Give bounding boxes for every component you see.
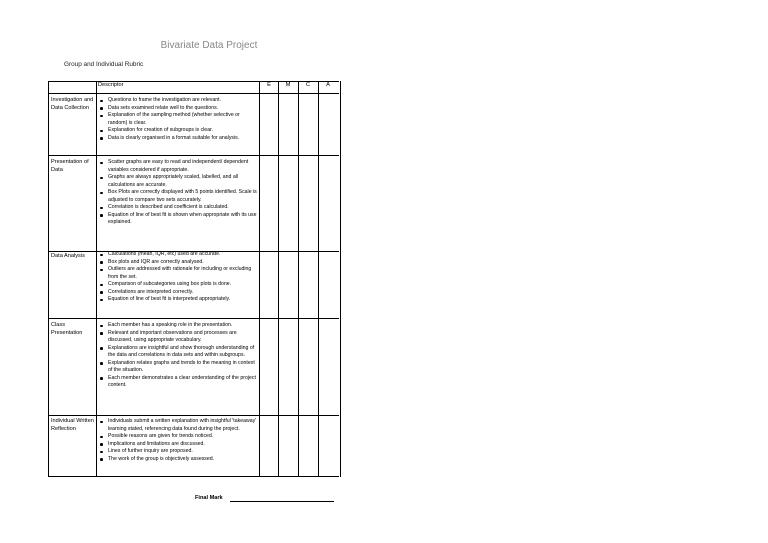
criterion-label: Class Presentation (51, 322, 83, 336)
descriptor-item: Implications and limitations are discussed. (99, 441, 257, 449)
descriptor-item: Relevant and important observations and processes are discussed, using appropriate vocabulary. (99, 330, 257, 345)
descriptor-item: Explanations are insightful and show thorough understanding of the data and correlations in data sets and within subgroups. (99, 345, 257, 360)
descriptor-list (99, 251, 257, 304)
criterion-label: Presentation of Data (51, 159, 89, 173)
criterion-label: Investigation and Data Collection (51, 97, 94, 111)
descriptor-item: Scatter graphs are easy to read and independent/ dependent variables considered if appropriate. (99, 159, 257, 174)
descriptor-item: Correlations are interpreted correctly. (99, 289, 257, 297)
descriptor-item: Calculations (mean, IQR, etc) used are accurate. (99, 251, 257, 259)
descriptor-item: Data is clearly organised in a format suitable for analysis. (99, 135, 257, 143)
document-title: Bivariate Data Project (160, 40, 258, 51)
rubric-subtitle: Group and Individual Rubric (64, 61, 144, 68)
descriptor-item: Possible reasons are given for trends noticed. (99, 433, 257, 441)
descriptor-item: Individuals submit a written explanation with insightful 'takeaway' learning stated, referencing data found during the project. (99, 418, 257, 433)
descriptor-header: Descriptor (98, 82, 124, 88)
descriptor-list (99, 418, 257, 463)
column-divider (96, 81, 97, 477)
criterion-label: Individual Written Reflection (51, 418, 94, 432)
descriptor-item: Equation of line of best fit is interpreted appropriately. (99, 296, 257, 304)
descriptor-list (99, 97, 257, 142)
criterion-label: Data Analysis (51, 253, 85, 259)
row-divider (48, 155, 339, 156)
column-divider (318, 81, 319, 477)
grade-header-c: C (305, 82, 311, 88)
descriptor-item: Questions to frame the investigation are relevant. (99, 97, 257, 105)
row-divider (48, 415, 339, 416)
descriptor-item: Lines of further inquiry are proposed. (99, 448, 257, 456)
header-row-border (48, 93, 339, 94)
column-divider (259, 81, 260, 477)
descriptor-list (99, 159, 257, 227)
grade-header-e: E (267, 82, 271, 88)
descriptor-item: Box plots and IQR are correctly analysed. (99, 259, 257, 267)
final-mark-label: Final Mark (195, 495, 223, 501)
table-bottom-border (48, 476, 339, 477)
row-divider (48, 318, 339, 319)
descriptor-item: Explanation for creation of subgroups is clear. (99, 127, 257, 135)
descriptor-item: Graphs are always appropriately scaled, labelled, and all calculations are accurate. (99, 174, 257, 189)
column-divider (278, 81, 279, 477)
grade-header-a: A (326, 82, 330, 88)
descriptor-item: The work of the group is objectively assessed. (99, 456, 257, 464)
descriptor-item: Each member has a speaking role in the presentation. (99, 322, 257, 330)
descriptor-item: Outliers are addressed with rationale for including or excluding from the set. (99, 266, 257, 281)
descriptor-item: Equation of line of best fit is shown when appropriate with its use explained. (99, 212, 257, 227)
final-mark-line (230, 501, 334, 502)
descriptor-list (99, 322, 257, 390)
descriptor-item: Correlation is described and coefficient is calculated. (99, 204, 257, 212)
descriptor-item: Box Plots are correctly displayed with 5 points identified. Scale is adjusted to compare two sets accurately. (99, 189, 257, 204)
descriptor-item: Each member demonstrates a clear understanding of the project content. (99, 375, 257, 390)
descriptor-item: Explanation relates graphs and trends to the meaning in context of the situation. (99, 360, 257, 375)
column-divider (298, 81, 299, 477)
descriptor-item: Explanation of the sampling method (whether selective or random) is clear. (99, 112, 257, 127)
descriptor-item: Data sets examined relate well to the questions. (99, 105, 257, 113)
descriptor-item: Comparison of subcategories using box plots is done. (99, 281, 257, 289)
grade-header-m: M (285, 82, 291, 88)
